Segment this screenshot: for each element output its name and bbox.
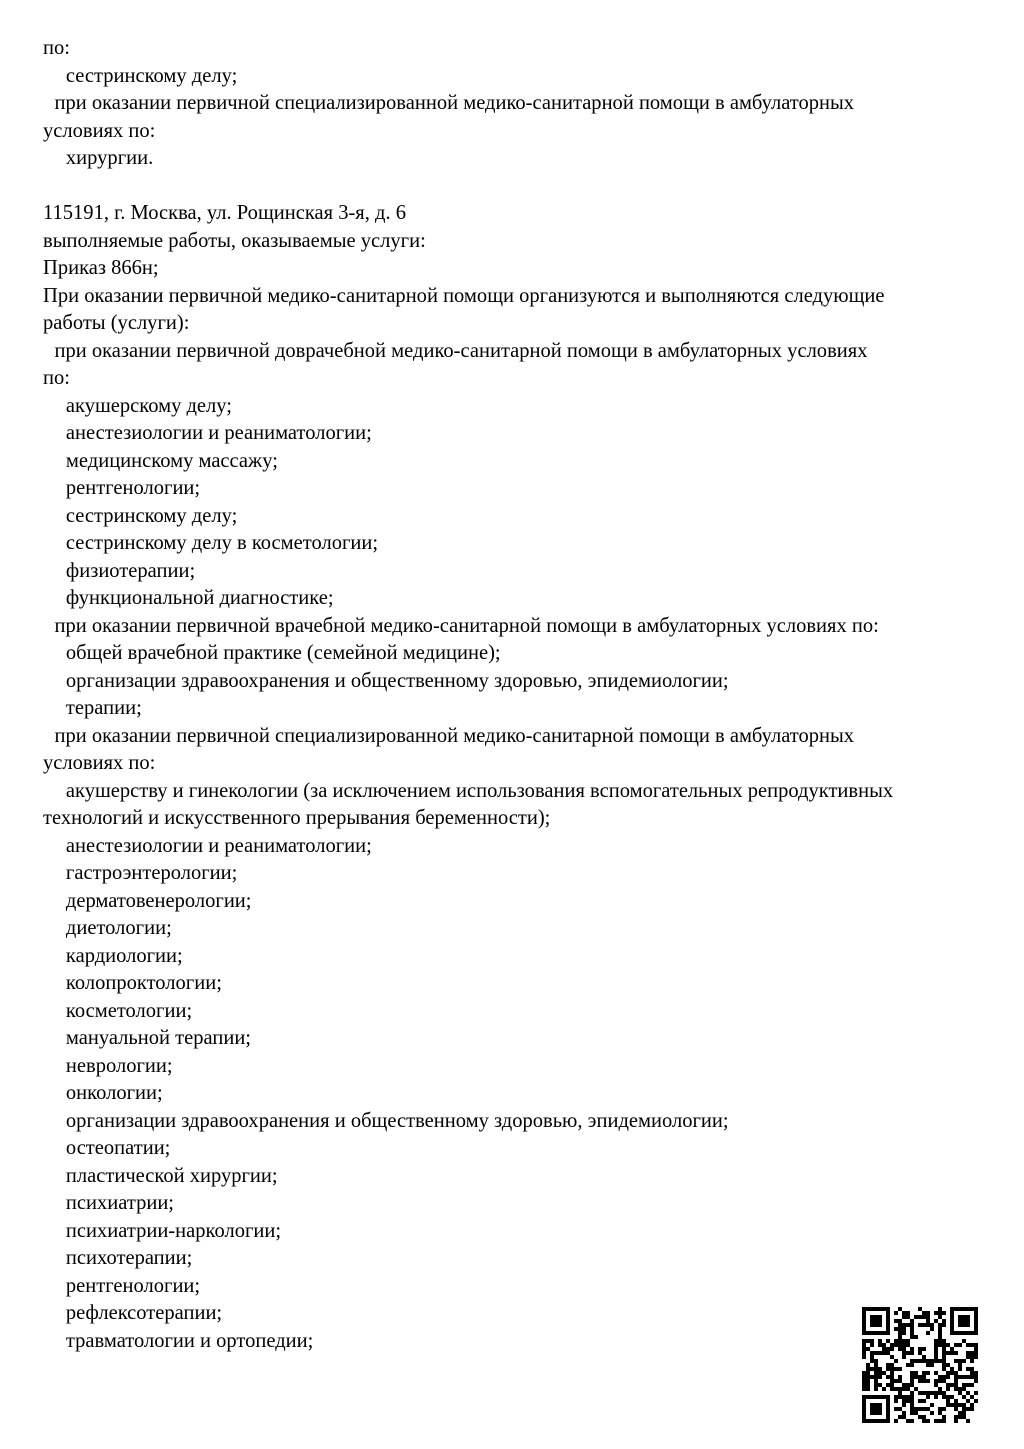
text-line: по: xyxy=(43,365,70,389)
document-body xyxy=(43,34,1003,1354)
text-line: хирургии. xyxy=(65,145,154,169)
text-line: общей врачебной практике (семейной медицине); xyxy=(65,640,501,664)
text-line: при оказании первичной врачебной медико-санитарной помощи в амбулаторных условиях по: xyxy=(54,612,879,637)
text-line: при оказании первичной специализированной медико-санитарной помощи в амбулаторных xyxy=(54,722,855,747)
text-line: кардиологии; xyxy=(65,942,183,967)
text-line: рентгенологии; xyxy=(65,1272,201,1297)
text-line: При оказании первичной медико-санитарной помощи организуются и выполняются следующие xyxy=(43,282,885,307)
text-line: организации здравоохранения и общественному здоровью, эпидемиологии; xyxy=(65,1107,729,1132)
qr-code-icon xyxy=(862,1307,978,1423)
text-line: диетологии; xyxy=(65,915,172,939)
text-line: условиях по: xyxy=(43,117,156,142)
text-line: технологий и искусственного прерывания беременности); xyxy=(43,805,551,829)
text-line: анестезиологии и реаниматологии; xyxy=(65,832,372,857)
text-line: психиатрии-наркологии; xyxy=(65,1217,282,1242)
text-line: акушерству и гинекологии (за исключением использования вспомогательных репродуктивных xyxy=(65,777,894,802)
text-line: рентгенологии; xyxy=(65,475,201,499)
text-line: по: xyxy=(43,35,70,59)
text-line: сестринскому делу; xyxy=(65,62,238,87)
text-line: мануальной терапии; xyxy=(65,1025,252,1049)
text-line: косметологии; xyxy=(65,997,193,1022)
text-line: работы (услуги): xyxy=(43,310,190,334)
text-line: выполняемые работы, оказываемые услуги: xyxy=(43,227,426,252)
text-line: неврологии; xyxy=(65,1052,173,1077)
text-line: травматологии и ортопедии; xyxy=(65,1327,314,1352)
blank-line xyxy=(43,172,960,200)
text-line: дерматовенерологии; xyxy=(65,887,252,912)
text-line: при оказании первичной доврачебной медико-санитарной помощи в амбулаторных условиях xyxy=(54,337,868,362)
text-line: терапии; xyxy=(65,695,142,719)
text-line: психиатрии; xyxy=(65,1190,175,1214)
text-line: акушерскому делу; xyxy=(65,392,233,417)
text-line: колопроктологии; xyxy=(65,970,222,994)
text-line: анестезиологии и реаниматологии; xyxy=(65,420,372,444)
text-line: при оказании первичной специализированной медико-санитарной помощи в амбулаторных xyxy=(54,90,855,114)
text-line: условиях по: xyxy=(43,750,156,774)
text-line: рефлексотерапии; xyxy=(65,1300,223,1324)
text-line: медицинскому массажу; xyxy=(65,447,278,472)
text-line: Приказ 866н; xyxy=(43,255,159,279)
text-line: организации здравоохранения и общественному здоровью, эпидемиологии; xyxy=(65,667,729,692)
text-line: сестринскому делу; xyxy=(65,502,238,527)
text-line: пластической хирургии; xyxy=(65,1162,278,1187)
text-line: гастроэнтерологии; xyxy=(65,860,238,884)
text-line: функциональной диагностике; xyxy=(65,585,334,609)
text-line: остеопатии; xyxy=(65,1135,171,1159)
text-line: сестринскому делу в косметологии; xyxy=(65,530,379,554)
text-line: физиотерапии; xyxy=(65,557,196,582)
text-line: психотерапии; xyxy=(65,1245,193,1269)
text-line: онкологии; xyxy=(65,1080,163,1104)
text-line: 115191, г. Москва, ул. Рощинская 3-я, д. 6 xyxy=(43,200,406,224)
